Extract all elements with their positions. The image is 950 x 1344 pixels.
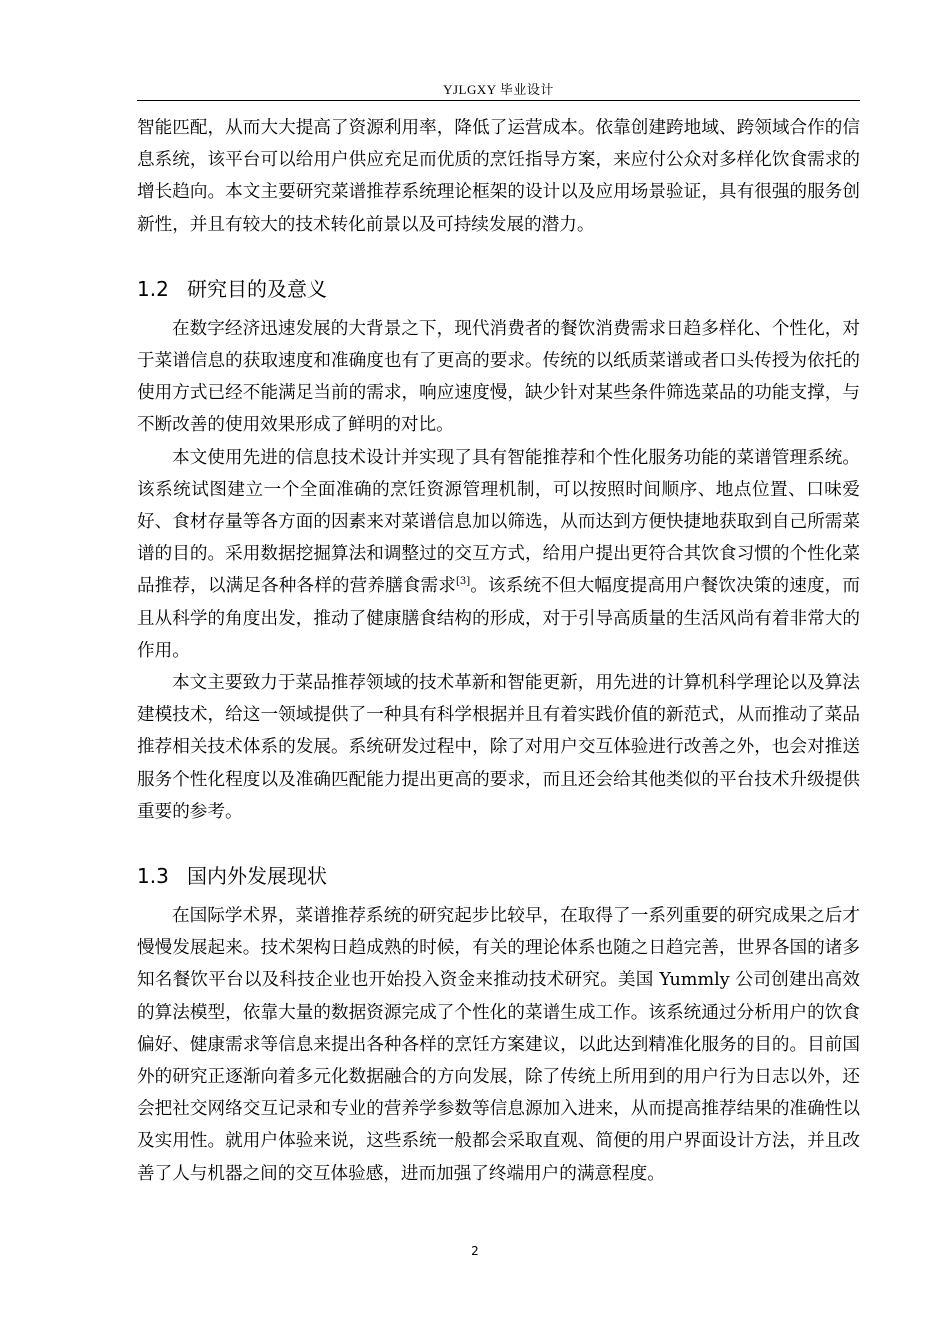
section-number: 1.3 xyxy=(137,864,169,889)
intro-paragraph: 智能匹配，从而大大提高了资源利用率，降低了运营成本。依靠创建跨地域、跨领域合作的信息系统，该平台可以给用户供应充足而优质的烹饪指导方案，来应付公众对多样化饮食需求的增长趋向。本文主要研究菜谱推荐系统理论框架的设计以及应用场景验证，具有很强的服务创新性，并且有较大的技术转化前景以及可持续发展的潜力。 xyxy=(137,118,860,235)
paragraph: 在数字经济迅速发展的大背景之下，现代消费者的餐饮消费需求日趋多样化、个性化，对于菜谱信息的获取速度和准确度也有了更高的要求。传统的以纸质菜谱或者口头传授为依托的使用方式已经不能满足当前的需求，响应速度慢，缺少针对某些条件筛选菜品的功能支撑，与不断改善的使用效果形成了鲜明的对比。 xyxy=(137,318,860,436)
section-title: 研究目的及意义 xyxy=(187,276,327,301)
header-rule xyxy=(137,100,860,101)
section-heading-1-3 xyxy=(137,861,860,891)
paragraph: 在国际学术界，菜谱推荐系统的研究起步比较早，在取得了一系列重要的研究成果之后才慢慢发展起来。技术架构日趋成熟的时候，有关的理论体系也随之日趋完善，世界各国的诸多知名餐饮平台以及科技企业也开始投入资金来推动技术研究。美国 Yummly 公司创建出高效的算法模型，依靠大量的数据资源完成了个性化的菜谱生成工作。该系统通过分析用户的饮食偏好、健康需求等信息来提出各种各样的烹饪方案建议，以此达到精准化服务的目的。目前国外的研究正逐渐向着多元化数据融合的方向发展，除了传统上所用到的用户行为日志以外，还会把社交网络交互记录和专业的营养学参数等信息源加入进来，从而提高推荐结果的准确性以及实用性。就用户体验来说，这些系统一般都会采取直观、简便的用户界面设计方法，并且改善了人与机器之间的交互体验感，进而加强了终端用户的满意程度。 xyxy=(137,906,860,1184)
section-number: 1.2 xyxy=(137,276,169,301)
paragraph-text: 本文使用先进的信息技术设计并实现了具有智能推荐和个性化服务功能的菜谱管理系统。该系统试图建立一个全面准确的烹饪资源管理机制，可以按照时间顺序、地点位置、口味爱好、食材存量等各方面的因素来对菜谱信息加以筛选，从而达到方便快捷地获取到自己所需菜谱的目的。采用数据挖掘算法和调整过的交互方式，给用户提出更符合其饮食习惯的个性化菜品推荐，以满足各种各样的营养膳食需求 xyxy=(137,447,860,597)
section-title: 国内外发展现状 xyxy=(187,864,327,889)
page-number: 2 xyxy=(471,1244,479,1258)
page-header: YJLGXY 毕业设计 xyxy=(443,82,554,97)
citation-ref: [3] xyxy=(455,576,471,588)
paragraph-with-citation xyxy=(137,442,860,667)
section-heading-1-2 xyxy=(137,274,860,304)
paragraph-text: 。该系统不但大幅度提高用户餐饮决策的速度，而且从科学的角度出发，推动了健康膳食结构的形成，对于引导高质量的生活风尚有着非常大的作用。 xyxy=(137,576,860,661)
paragraph: 本文主要致力于菜品推荐领域的技术革新和智能更新，用先进的计算机科学理论以及算法建模技术，给这一领域提供了一种具有科学根据并且有着实践价值的新范式，从而推动了菜品推荐相关技术体系的发展。系统研发过程中，除了对用户交互体验进行改善之外，也会对推送服务个性化程度以及准确匹配能力提出更高的要求，而且还会给其他类似的平台技术升级提供重要的参考。 xyxy=(137,673,860,822)
document-body xyxy=(137,112,860,1190)
